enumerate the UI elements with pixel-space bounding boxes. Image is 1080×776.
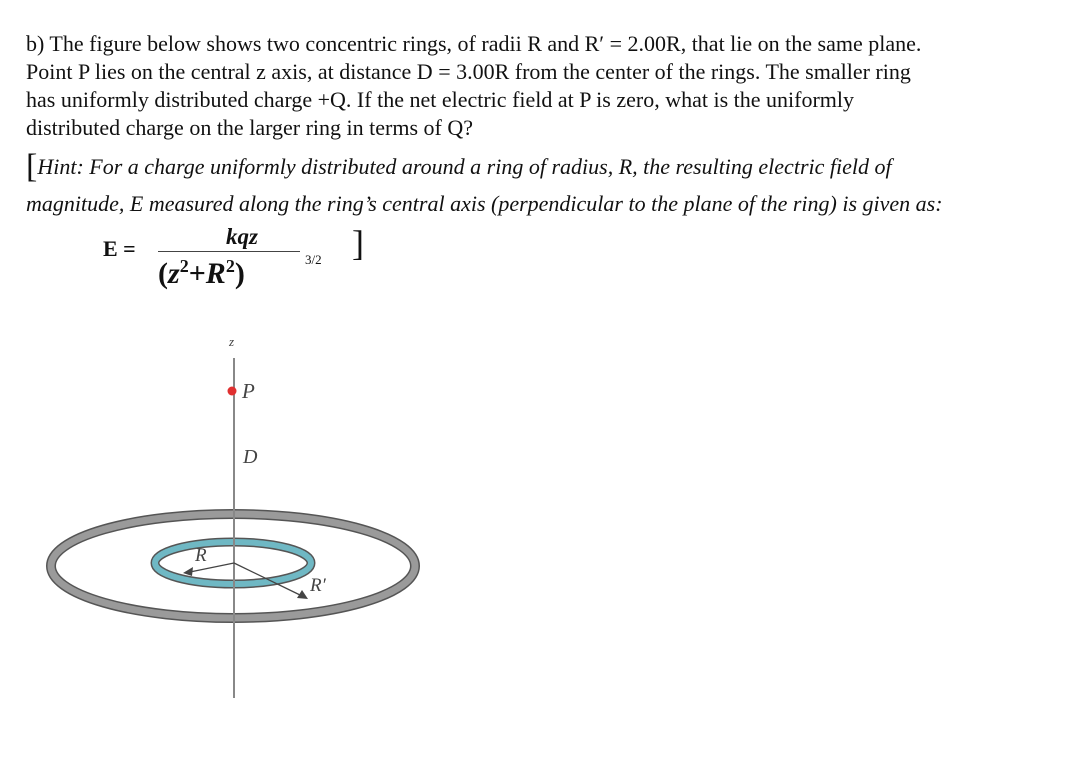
distance-d-label: D bbox=[243, 446, 258, 468]
formula-close-bracket: ] bbox=[352, 223, 364, 263]
formula-den-close: ) bbox=[234, 257, 245, 290]
problem-line-4: distributed charge on the larger ring in terms of Q? bbox=[26, 115, 474, 140]
hint-line-2: magnitude, E measured along the ring’s central axis (perpendicular to the plane of the ring) is given as: bbox=[26, 191, 943, 216]
hint-open-bracket: [ bbox=[26, 148, 38, 185]
point-p-dot bbox=[228, 387, 237, 396]
formula-exponent: 3/2 bbox=[305, 252, 322, 267]
radius-rprime-label: R′ bbox=[310, 575, 326, 596]
z-axis-label: z bbox=[229, 334, 235, 349]
formula-den-z-sq: 2 bbox=[179, 256, 189, 276]
formula-den-plus: + bbox=[188, 257, 206, 290]
formula-den-r: R bbox=[205, 257, 226, 290]
radius-r-arrowhead bbox=[183, 567, 193, 576]
problem-line-2: Point P lies on the central z axis, at distance D = 3.00R from the center of the rings. The smaller ring bbox=[26, 59, 911, 84]
problem-line-1: b) The figure below shows two concentric rings, of radii R and R′ = 2.00R, that lie on the same plane. bbox=[26, 31, 922, 56]
hint-line-1: Hint: For a charge uniformly distributed around a ring of radius, R, the resulting electric field of bbox=[37, 154, 892, 179]
point-p-label: P bbox=[242, 379, 255, 403]
formula-den-open: ( bbox=[158, 257, 168, 290]
radius-r-label: R bbox=[195, 545, 207, 566]
formula-numerator: kqz bbox=[226, 224, 258, 249]
formula-den-z: z bbox=[168, 257, 180, 290]
formula-lhs: E = bbox=[103, 236, 136, 261]
problem-line-3: has uniformly distributed charge +Q. If the net electric field at P is zero, what is the uniformly bbox=[26, 87, 855, 112]
formula-den-r-sq: 2 bbox=[225, 256, 235, 276]
